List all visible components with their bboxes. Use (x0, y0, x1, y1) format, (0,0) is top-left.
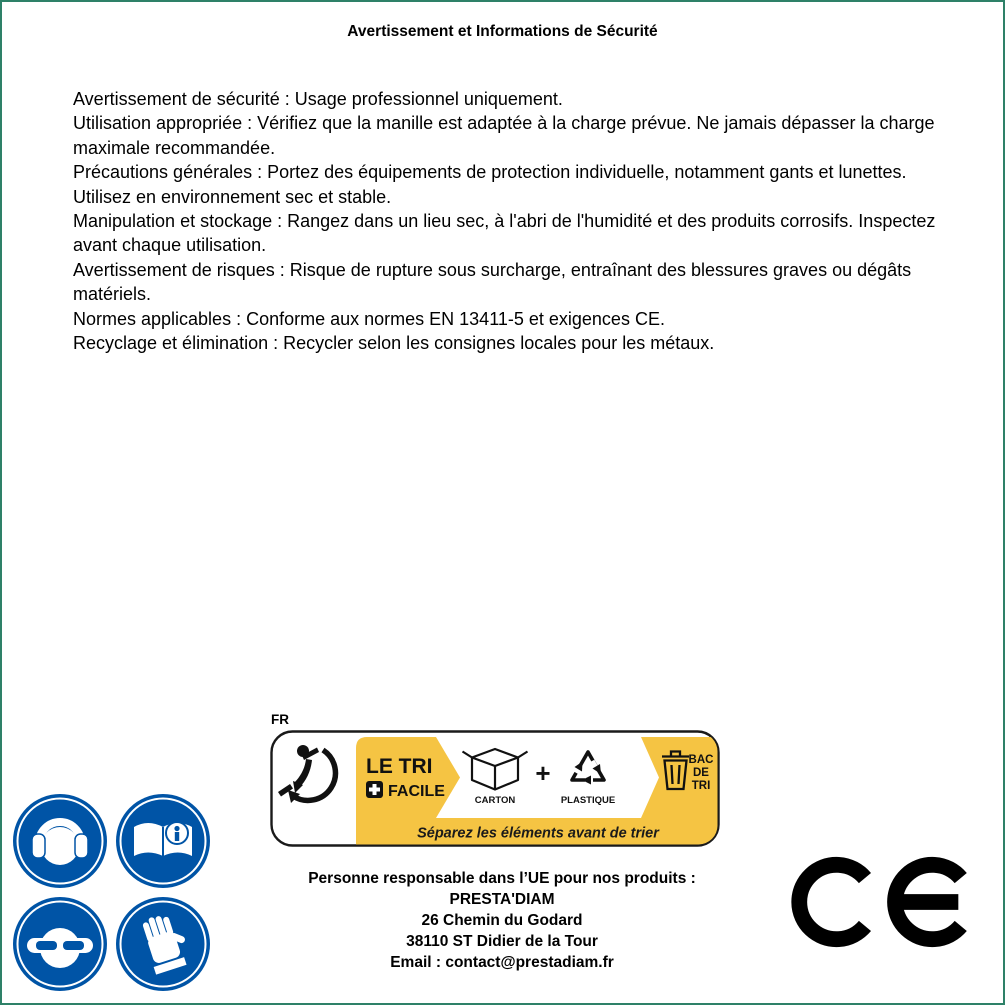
ce-mark-icon (790, 852, 976, 952)
read-manual-icon (113, 791, 213, 891)
safety-text-block (73, 87, 949, 355)
ear-protection-icon (10, 791, 110, 891)
tri-tagline: Séparez les éléments avant de trier (417, 825, 659, 842)
tri-label: TRI (691, 780, 711, 792)
plus-sign: + (535, 758, 551, 788)
safety-paragraph: Normes applicables : Conforme aux normes EN 13411-5 et exigences CE. (73, 308, 665, 329)
fr-country-code: FR (271, 712, 289, 727)
address-line-1: 26 Chemin du Godard (421, 912, 583, 929)
facile-label: FACILE (388, 783, 445, 800)
de-label: DE (693, 767, 709, 779)
page-title: Avertissement et Informations de Sécurité (347, 23, 658, 40)
responsible-intro: Personne responsable dans l’UE pour nos produits : (308, 870, 696, 887)
ce-mark-area (790, 852, 976, 957)
safety-paragraph: Précautions générales : Portez des équipements de protection individuelle, notamment gants et lunettes. Utilisez en environnement sec et stable. (73, 162, 907, 207)
safety-paragraph: Manipulation et stockage : Rangez dans un lieu sec, à l'abri de l'humidité et des produits corrosifs. Inspectez avant chaque utilisation. (73, 211, 936, 256)
responsible-block (252, 868, 752, 973)
tri-banner-area (270, 730, 720, 852)
tri-banner (270, 730, 720, 847)
company-name: PRESTA'DIAM (449, 891, 555, 908)
hand-protection-icon (113, 894, 213, 994)
safety-paragraph: Avertissement de risques : Risque de rupture sous surcharge, entraînant des blessures graves ou dégâts matériels. (73, 259, 912, 305)
email-text: Email : contact@prestadiam.fr (390, 954, 614, 971)
eye-protection-icon (10, 894, 110, 994)
address-line-2: 38110 ST Didier de la Tour (406, 933, 598, 950)
le-tri-label: LE TRI (366, 755, 433, 778)
safety-paragraph: Recyclage et élimination : Recycler selon les consignes locales pour les métaux. (73, 333, 715, 354)
safety-paragraph: Avertissement de sécurité : Usage professionnel uniquement. (73, 89, 563, 109)
bac-label: BAC (688, 754, 714, 766)
carton-label: CARTON (474, 795, 516, 806)
plus-box-cross-h (369, 788, 380, 792)
plastique-label: PLASTIQUE (560, 795, 616, 806)
mandatory-safety-icons (10, 791, 213, 994)
safety-paragraph: Utilisation appropriée : Vérifiez que la manille est adaptée à la charge prévue. Ne jamais dépasser la charge maximale recommandée. (73, 113, 935, 158)
